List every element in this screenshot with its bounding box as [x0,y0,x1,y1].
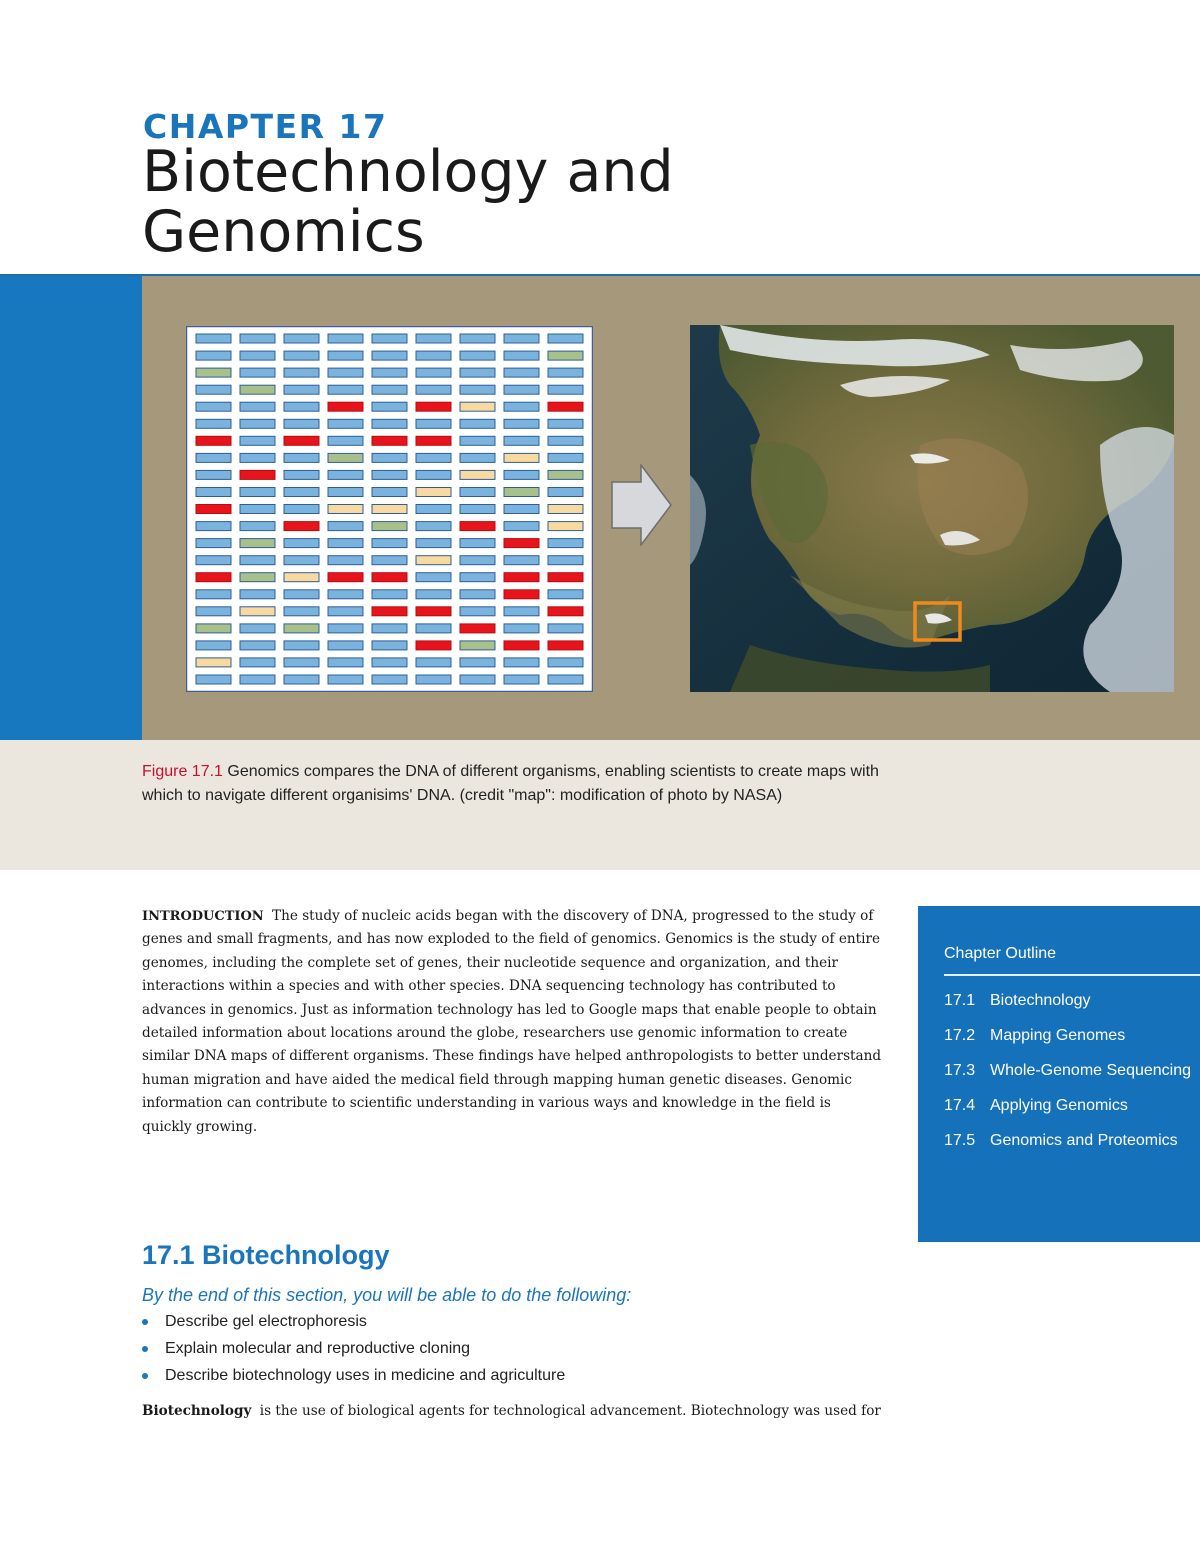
dna-grid-cell [240,590,275,599]
chapter-title-line2: Genomics [142,199,425,265]
dna-grid-cell [372,641,407,650]
dna-grid-cell [460,402,495,411]
dna-grid-cell [240,436,275,445]
dna-grid-cell [328,505,363,514]
dna-grid-cell [548,607,583,616]
dna-grid-cell [548,436,583,445]
dna-grid-cell [240,402,275,411]
dna-grid-cell [284,505,319,514]
dna-grid-cell [196,351,231,360]
dna-grid-cell [284,385,319,394]
introduction-text: The study of nucleic acids began with the discovery of DNA, progressed to the study of genes and small fragments, and has now exploded to the field of genomics. Genomics is the study of entire genomes, including the complete set of genes, their nucleotide sequence and organization, and their interactions within a species and with other species. DNA sequencing technology has contributed to advances in genomics. Just as information technology has led to Google maps that enable people to obtain detailed information about locations around the globe, researchers use genomic information to create similar DNA maps of different organisms. These findings have helped anthropologists to better understand human migration and have aided the medical field through mapping human genetic diseases. Genomic information can contribute to scientific understanding in various ways and knowledge in the field is quickly growing. [142,908,882,1135]
dna-grid-cell [416,641,451,650]
dna-grid-cell [416,590,451,599]
dna-grid-cell [548,402,583,411]
introduction-paragraph [142,905,882,1139]
figure-caption-text: Genomics compares the DNA of different organisms, enabling scientists to create maps with which to navigate different organisims' DNA. (credit "map": modification of photo by NASA) [142,763,879,804]
dna-grid-cell [196,505,231,514]
dna-grid-cell [328,556,363,565]
outline-item-label: Genomics and Proteomics [990,1132,1178,1149]
dna-grid-cell [196,368,231,377]
dna-grid-cell [328,453,363,462]
dna-grid-cell [328,368,363,377]
dna-grid-cell [328,402,363,411]
chapter-outline-box [918,906,1200,1242]
dna-grid-cell [548,351,583,360]
outline-item-17-5[interactable] [944,1128,1194,1154]
dna-grid-cell [504,607,539,616]
dna-grid-cell [240,470,275,479]
learning-objectives-intro: By the end of this section, you will be able to do the following: [142,1285,632,1305]
dna-grid-cell [416,573,451,582]
dna-grid-cell [548,624,583,633]
dna-grid-cell [372,368,407,377]
dna-grid-cell [460,590,495,599]
learning-objective-text: Describe gel electrophoresis [165,1313,367,1330]
dna-grid-cell [196,539,231,548]
dna-grid-cell [240,675,275,684]
dna-grid-cell [504,590,539,599]
dna-grid-cell [240,556,275,565]
dna-grid-cell [504,453,539,462]
dna-grid-cell [328,573,363,582]
dna-grid-cell [196,470,231,479]
dna-grid-cell [372,505,407,514]
dna-grid-cell [196,334,231,343]
dna-grid-cell [284,522,319,531]
dna-grid-cell [284,368,319,377]
dna-grid-cell [372,573,407,582]
outline-item-number: 17.4 [944,1097,976,1114]
dna-grid-cell [372,522,407,531]
dna-grid-cell [504,522,539,531]
dna-grid-cell [504,488,539,497]
dna-grid-cell [504,658,539,667]
outline-item-17-1[interactable] [944,988,1194,1014]
dna-grid-cell [460,453,495,462]
dna-grid-cell [284,453,319,462]
dna-grid-cell [548,505,583,514]
dna-grid-cell [372,351,407,360]
dna-grid-cell [240,607,275,616]
dna-grid-cell [196,402,231,411]
dna-grid-cell [284,402,319,411]
dna-grid-cell [460,658,495,667]
dna-grid-cell [548,590,583,599]
dna-grid-cell [284,488,319,497]
dna-grid-cell [548,573,583,582]
dna-grid-cell [284,436,319,445]
dna-grid-cell [240,658,275,667]
dna-grid-cell [240,351,275,360]
dna-grid-cell [548,488,583,497]
dna-grid-cell [328,436,363,445]
dna-grid-cell [504,351,539,360]
dna-grid-cell [372,488,407,497]
dna-grid-cell [328,351,363,360]
dna-grid-cell [328,675,363,684]
dna-grid-cell [460,522,495,531]
dna-grid-cell [504,368,539,377]
dna-grid-cell [284,607,319,616]
dna-grid-cell [504,641,539,650]
dna-grid-cell [328,539,363,548]
dna-grid-cell [372,556,407,565]
dna-grid-cell [372,624,407,633]
dna-grid-cell [460,505,495,514]
outline-item-label: Whole-Genome Sequencing [990,1062,1192,1079]
outline-item-17-2[interactable] [944,1023,1194,1049]
dna-grid-cell [240,453,275,462]
dna-grid-cell [548,556,583,565]
dna-grid-cell [460,470,495,479]
figure-caption [142,760,902,808]
dna-grid-cell [196,658,231,667]
dna-grid-cell [372,385,407,394]
dna-grid-cell [504,385,539,394]
dna-grid-cell [416,607,451,616]
dna-grid-cell [548,658,583,667]
dna-grid-cell [196,385,231,394]
dna-grid-cell [284,539,319,548]
dna-grid-cell [196,624,231,633]
dna-grid-cell [416,556,451,565]
dna-grid-cell [460,641,495,650]
dna-grid-cell [328,419,363,428]
chapter-title [142,139,842,265]
dna-grid-cell [504,675,539,684]
body-paragraph-text: is the use of biological agents for technological advancement. Biotechnology was used for [259,1403,881,1419]
learning-objective [142,1362,882,1389]
dna-grid-cell [416,436,451,445]
dna-grid-cell [548,675,583,684]
dna-grid-cell [196,419,231,428]
dna-grid-cell [504,505,539,514]
chapter-label: CHAPTER 17 [143,107,388,146]
dna-grid-cell [240,522,275,531]
dna-grid-cell [548,641,583,650]
dna-grid-cell [328,334,363,343]
dna-grid-cell [460,539,495,548]
outline-item-17-4[interactable] [944,1093,1194,1119]
dna-grid-cell [460,368,495,377]
dna-grid-cell [416,470,451,479]
dna-grid-cell [240,488,275,497]
dna-grid-cell [416,368,451,377]
dna-grid-cell [240,368,275,377]
dna-grid-cell [328,624,363,633]
dna-grid-cell [416,488,451,497]
chapter-outline-list [944,988,1194,1163]
dna-grid-cell [504,436,539,445]
dna-grid-cell [372,402,407,411]
dna-grid-cell [196,607,231,616]
dna-grid-cell [284,573,319,582]
dna-grid-cell [416,351,451,360]
dna-grid-cell [196,453,231,462]
dna-grid-cell [416,505,451,514]
dna-grid-image [186,326,593,692]
dna-grid-cell [328,658,363,667]
figure-label: Figure 17.1 [142,763,223,780]
dna-grid-cell [460,624,495,633]
dna-grid-cell [240,334,275,343]
dna-grid-cell [284,658,319,667]
dna-grid-cell [284,470,319,479]
outline-item-17-3[interactable] [944,1058,1194,1084]
dna-grid-cell [460,351,495,360]
dna-grid-cell [372,675,407,684]
outline-item-label: Mapping Genomes [990,1027,1126,1044]
satellite-map-image [690,325,1174,692]
dna-grid-cell [196,590,231,599]
dna-grid-cell [460,573,495,582]
dna-grid-cell [416,385,451,394]
dna-grid-cell [372,470,407,479]
dna-grid-cell [284,334,319,343]
dna-grid-cell [240,505,275,514]
outline-item-number: 17.5 [944,1132,976,1149]
introduction-lead: INTRODUCTION [142,909,264,924]
dna-grid-cell [460,436,495,445]
dna-grid-cell [460,334,495,343]
arrow-icon [611,464,673,546]
dna-grid-cell [548,419,583,428]
dna-grid-cell [196,573,231,582]
learning-objective-text: Describe biotechnology uses in medicine and agriculture [165,1367,566,1384]
dna-grid-cell [548,522,583,531]
dna-grid-cell [372,334,407,343]
dna-grid-cell [416,453,451,462]
dna-grid-cell [416,539,451,548]
section-title: 17.1 Biotechnology [142,1240,390,1270]
key-term: Biotechnology [142,1403,252,1419]
dna-grid-cell [416,675,451,684]
dna-grid-cell [196,488,231,497]
dna-grid-cell [372,607,407,616]
dna-grid-cell [372,436,407,445]
dna-grid-cell [504,573,539,582]
dna-grid-cell [416,624,451,633]
dna-grid-cell [372,658,407,667]
dna-grid-cell [284,419,319,428]
dna-grid-cell [328,607,363,616]
dna-grid-cell [284,624,319,633]
dna-grid-cell [372,453,407,462]
dna-grid-cell [372,419,407,428]
dna-grid-cell [460,488,495,497]
dna-grid-cell [328,590,363,599]
dna-grid-cell [504,402,539,411]
dna-grid-cell [240,573,275,582]
body-paragraph [142,1400,902,1423]
dna-grid-cell [196,556,231,565]
dna-grid-cell [416,522,451,531]
dna-grid-cell [504,624,539,633]
outline-item-number: 17.1 [944,992,976,1009]
bullet-icon [142,1319,148,1325]
dna-grid-cell [548,334,583,343]
dna-grid-cell [416,658,451,667]
dna-grid-cell [196,675,231,684]
learning-objective [142,1335,882,1362]
bullet-icon [142,1346,148,1352]
dna-grid-cell [328,470,363,479]
outline-item-number: 17.3 [944,1062,976,1079]
dna-grid-cell [196,641,231,650]
dna-grid-cell [196,522,231,531]
dna-grid-cell [284,641,319,650]
dna-grid-cell [416,419,451,428]
bullet-icon [142,1373,148,1379]
dna-grid-cell [504,334,539,343]
chapter-title-line1: Biotechnology and [142,139,674,205]
hero-blue-band [0,276,142,740]
outline-item-label: Biotechnology [990,992,1091,1009]
learning-objective [142,1308,882,1335]
dna-grid-cell [284,351,319,360]
dna-grid-cell [504,419,539,428]
dna-grid-cell [328,522,363,531]
dna-grid-cell [328,385,363,394]
learning-objective-text: Explain molecular and reproductive cloning [165,1340,471,1357]
dna-grid-cell [240,641,275,650]
chapter-outline-title: Chapter Outline [944,945,1057,962]
dna-grid-cell [460,556,495,565]
dna-grid-cell [284,675,319,684]
dna-grid-cell [548,470,583,479]
dna-grid-cell [416,334,451,343]
dna-grid-cell [548,453,583,462]
dna-grid-cell [416,402,451,411]
dna-grid-cell [460,607,495,616]
chapter-outline-divider [944,974,1200,976]
dna-grid-cell [460,419,495,428]
dna-grid-cell [240,419,275,428]
dna-grid-cell [196,436,231,445]
outline-item-label: Applying Genomics [990,1097,1128,1114]
dna-grid-cell [460,675,495,684]
dna-grid-cell [548,368,583,377]
dna-grid-cell [548,539,583,548]
dna-grid-cell [328,641,363,650]
dna-grid-cell [504,539,539,548]
dna-grid-cell [240,539,275,548]
dna-grid-cell [240,624,275,633]
dna-grid-cell [240,385,275,394]
dna-grid-cell [284,590,319,599]
dna-grid-cell [372,590,407,599]
dna-grid-cell [504,470,539,479]
learning-objectives-list [142,1308,882,1389]
dna-grid-cell [328,488,363,497]
dna-grid-cell [372,539,407,548]
dna-grid-cell [548,385,583,394]
dna-grid-cell [504,556,539,565]
dna-grid-cell [460,385,495,394]
outline-item-number: 17.2 [944,1027,976,1044]
dna-grid-cell [284,556,319,565]
